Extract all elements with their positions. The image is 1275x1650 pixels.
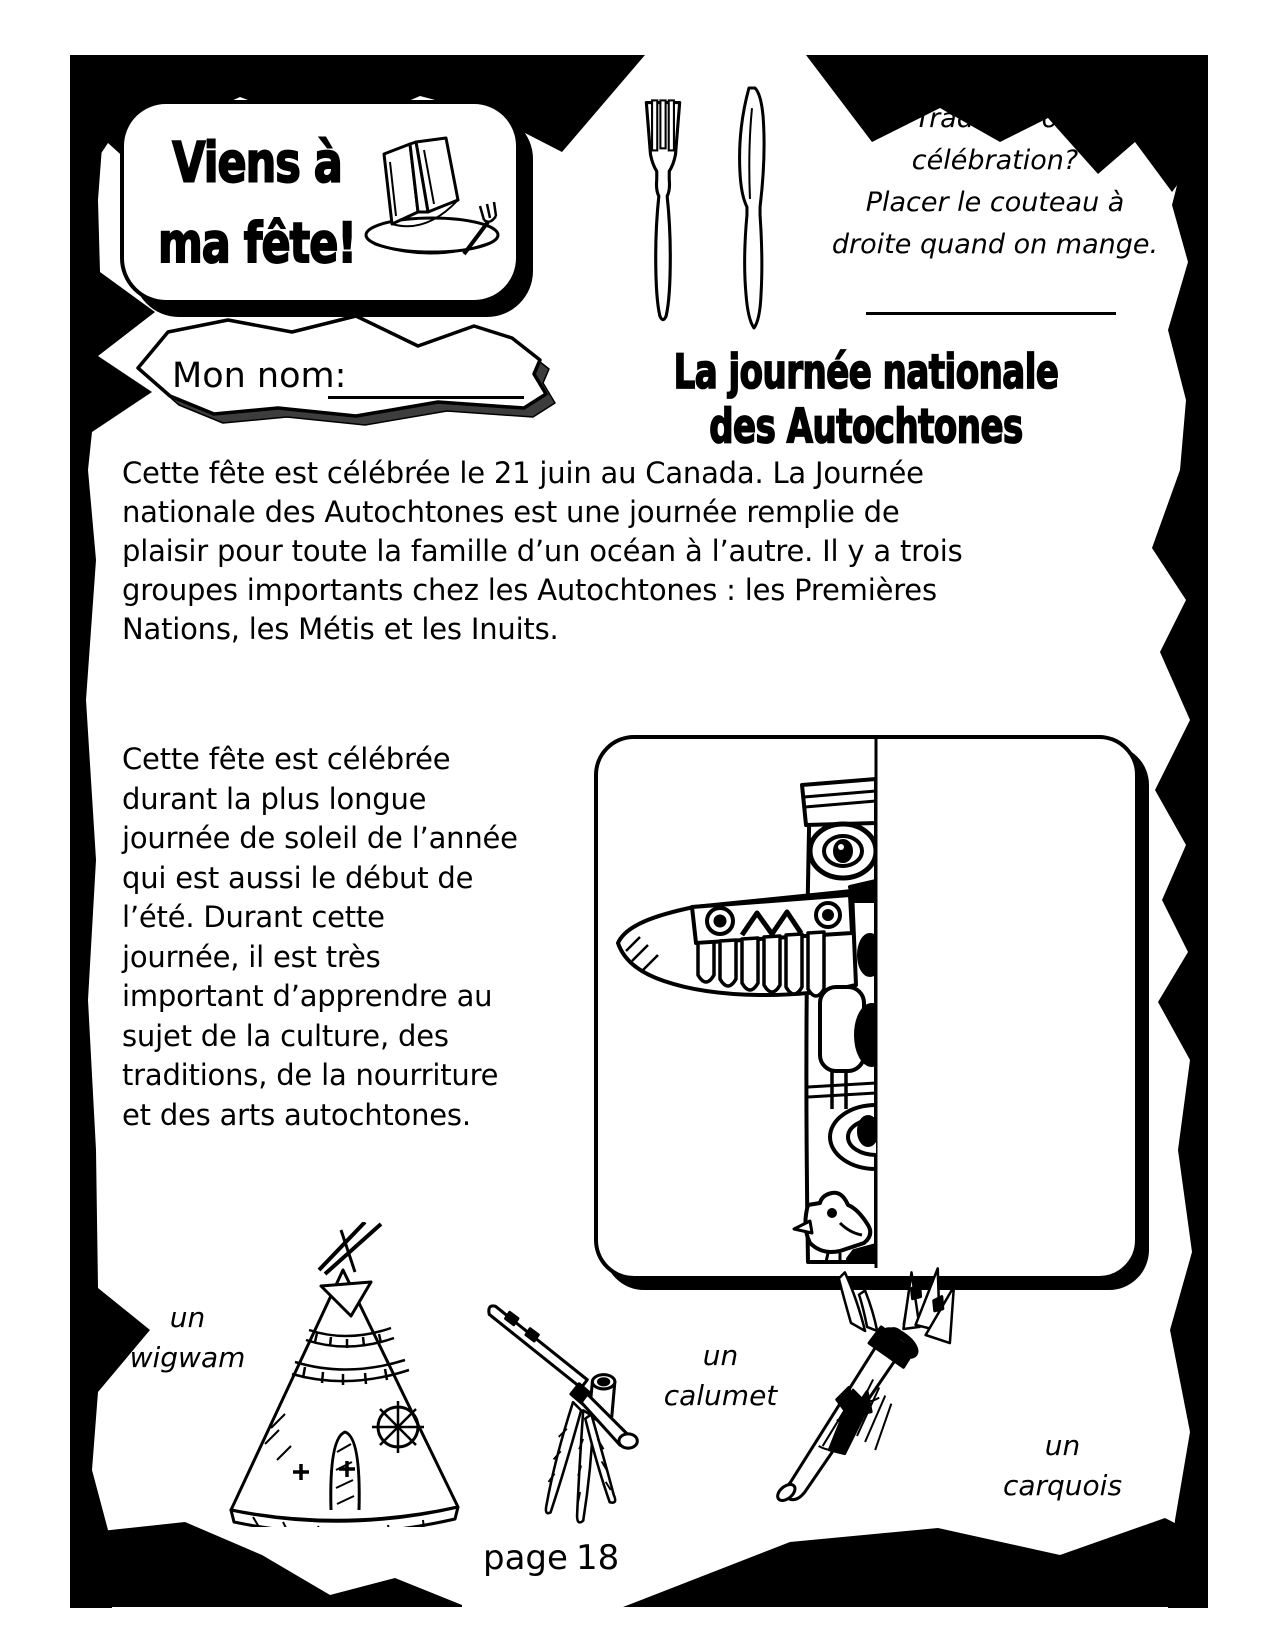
cutlery-note bbox=[810, 98, 1180, 266]
paragraph-line: Cette fête est célébrée le 21 juin au Canada. La Journée bbox=[122, 456, 924, 490]
caption-line: un bbox=[169, 1301, 206, 1334]
cutlery-note-line: Placer le couteau à bbox=[865, 187, 1125, 218]
knife-icon bbox=[732, 86, 776, 336]
page-title bbox=[606, 346, 1126, 455]
paragraph-line: qui est aussi le début de bbox=[122, 860, 474, 895]
caption-line: calumet bbox=[663, 1379, 778, 1412]
invite-card-title-line2: ma fête! bbox=[158, 212, 356, 277]
cutlery-note-line: célébration? bbox=[911, 145, 1079, 176]
intro-paragraph bbox=[122, 454, 963, 649]
cutlery-note-line: Tradition ou bbox=[914, 103, 1076, 134]
name-banner-label: Mon nom: bbox=[172, 356, 347, 396]
paragraph-line: plaisir pour toute la famille d’un océan à l’autre. Il y a trois bbox=[122, 534, 963, 568]
paragraph-line: groupes importants chez les Autochtones : les Premières bbox=[122, 573, 937, 607]
invite-card bbox=[120, 100, 520, 304]
invite-card-title bbox=[138, 124, 376, 285]
paragraph-line: l’été. Durant cette bbox=[122, 900, 385, 934]
totem-mirror-box bbox=[594, 735, 1139, 1280]
calumet-caption bbox=[638, 1336, 803, 1416]
page-title-line1: La journée nationale bbox=[673, 344, 1059, 401]
paragraph-line: Cette fête est célébrée bbox=[122, 742, 451, 776]
carquois-caption bbox=[980, 1426, 1145, 1506]
caption-line: un bbox=[702, 1339, 739, 1372]
paragraph-line: traditions, de la nourriture bbox=[122, 1058, 499, 1092]
cake-slice-icon bbox=[354, 132, 514, 282]
paragraph-line: nationale des Autochtones est une journée remplie de bbox=[122, 495, 900, 529]
paragraph-line: journée de soleil de l’année bbox=[122, 821, 518, 855]
caption-line: un bbox=[1044, 1429, 1081, 1462]
body-paragraph bbox=[122, 740, 518, 1135]
name-blank-line[interactable] bbox=[328, 396, 524, 399]
peace-pipe-illustration bbox=[452, 1296, 647, 1536]
page-label: page bbox=[483, 1538, 568, 1578]
paragraph-line: sujet de la culture, des bbox=[122, 1018, 449, 1053]
cutlery-note-line: droite quand on mange. bbox=[831, 229, 1159, 260]
paragraph-line: et des arts autochtones. bbox=[122, 1097, 471, 1132]
fork-icon bbox=[638, 94, 688, 336]
caption-line: carquois bbox=[1002, 1469, 1123, 1502]
paragraph-line: important d’apprendre au bbox=[122, 979, 493, 1013]
page-title-line2: des Autochtones bbox=[709, 399, 1023, 456]
paragraph-line: Nations, les Métis et les Inuits. bbox=[122, 612, 559, 646]
paragraph-line: durant la plus longue bbox=[122, 781, 427, 816]
answer-blank-line[interactable] bbox=[866, 312, 1116, 315]
invite-card-title-line1: Viens à bbox=[172, 131, 342, 196]
paragraph-line: journée, il est très bbox=[122, 939, 381, 974]
caption-line: wigwam bbox=[129, 1341, 246, 1374]
page-number: 18 bbox=[576, 1538, 620, 1578]
wigwam-caption bbox=[105, 1298, 270, 1378]
